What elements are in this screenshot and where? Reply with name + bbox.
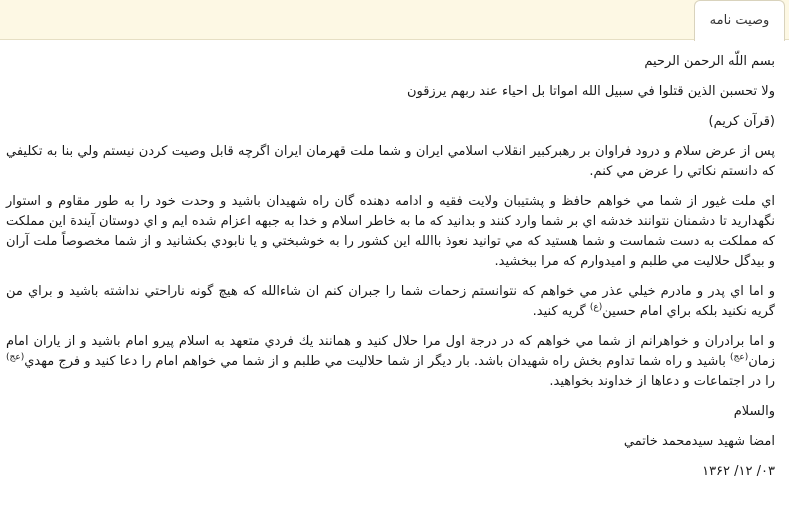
paragraph-siblings-text: و اما برادران و خواهرانم از شما مي خواهم كه در درجة اول مرا حلال كنيد و همانند يك فردي متعهد به اسلام پيرو امام باشيد و از ياران امام زمان xyxy=(6,334,775,369)
paragraph-siblings-end: را در اجتماعات و دعاها از خداوند بخواهيد. xyxy=(549,374,775,389)
honorific-mark: (ع) xyxy=(589,302,603,313)
paragraph-parents-text: و اما اي پدر و مادرم خيلي عذر مي خواهم كه نتوانستم زحمات شما را جبران كنم ان شاءالله كه هيچ گونه ناراحتي نداشته باشيد و براي من گريه نكنيد بلكه براي امام حسين xyxy=(6,284,775,319)
paragraph-siblings-middle: باشيد و راه شما تداوم بخش راه شهيدان باشد. بار ديگر از شما حلاليت مي طلبم و از شما مي خواهم امام را دعا كنيد و فرج مهدي xyxy=(24,354,731,369)
honorific-mark: (عج) xyxy=(6,352,25,363)
honorific-mark: (عج) xyxy=(730,352,749,363)
tab-bar xyxy=(0,0,789,40)
verse-source: (قرآن كريم) xyxy=(708,114,775,129)
signature: امضا شهيد سيدمحمد خاتمي xyxy=(623,434,775,449)
paragraph-parents-end: گريه كنيد. xyxy=(532,304,590,319)
paragraph-parents xyxy=(6,282,775,322)
quran-verse: ولا تحسبن الذين قتلوا في سبيل الله امواتا بل احياء عند ربهم يرزقون xyxy=(406,84,775,99)
will-text-panel xyxy=(6,52,775,492)
paragraph-greeting: پس از عرض سلام و درود فراوان بر رهبركبير انقلاب اسلامي ايران و شما ملت قهرمان ايران اگرچه قابل وصيت كردن نيستم ولي بنا به تكليفي كه دانستم نكاتي را عرض مي كنم. xyxy=(6,144,775,179)
paragraph-siblings xyxy=(6,332,775,392)
closing: والسلام xyxy=(733,404,775,419)
tab-will[interactable]: وصيت نامه xyxy=(694,0,785,41)
paragraph-nation: اي ملت غيور از شما مي خواهم حافظ و پشتيبان ولايت فقيه و ادامه دهنده گان راه شهيدان باشيد و وحدت خود را به طور مقاوم و استوار نگهداريد تا دشمنان نتوانند خدشه اي بر شما وارد كنند و بدانيد كه ما به خاطر اسلام و خدا به جبهه اعزام شده ايم و اي دوستان آيندة اين مملكت كه مملكت به دست شماست و شما هستيد كه مي توانيد نعوذ باالله اين كشور را به خوشبختي و يا نابودي بكشانيد و از شما مخصوصاً ملت آران و بيدگل حلاليت مي طلبم و اميدوارم كه مرا ببخشيد. xyxy=(6,194,775,269)
basmala: بسم اللّه الرحمن الرحيم xyxy=(644,54,775,69)
date: ۰۳/ ۱۲/ ۱۳۶۲ xyxy=(702,464,775,479)
